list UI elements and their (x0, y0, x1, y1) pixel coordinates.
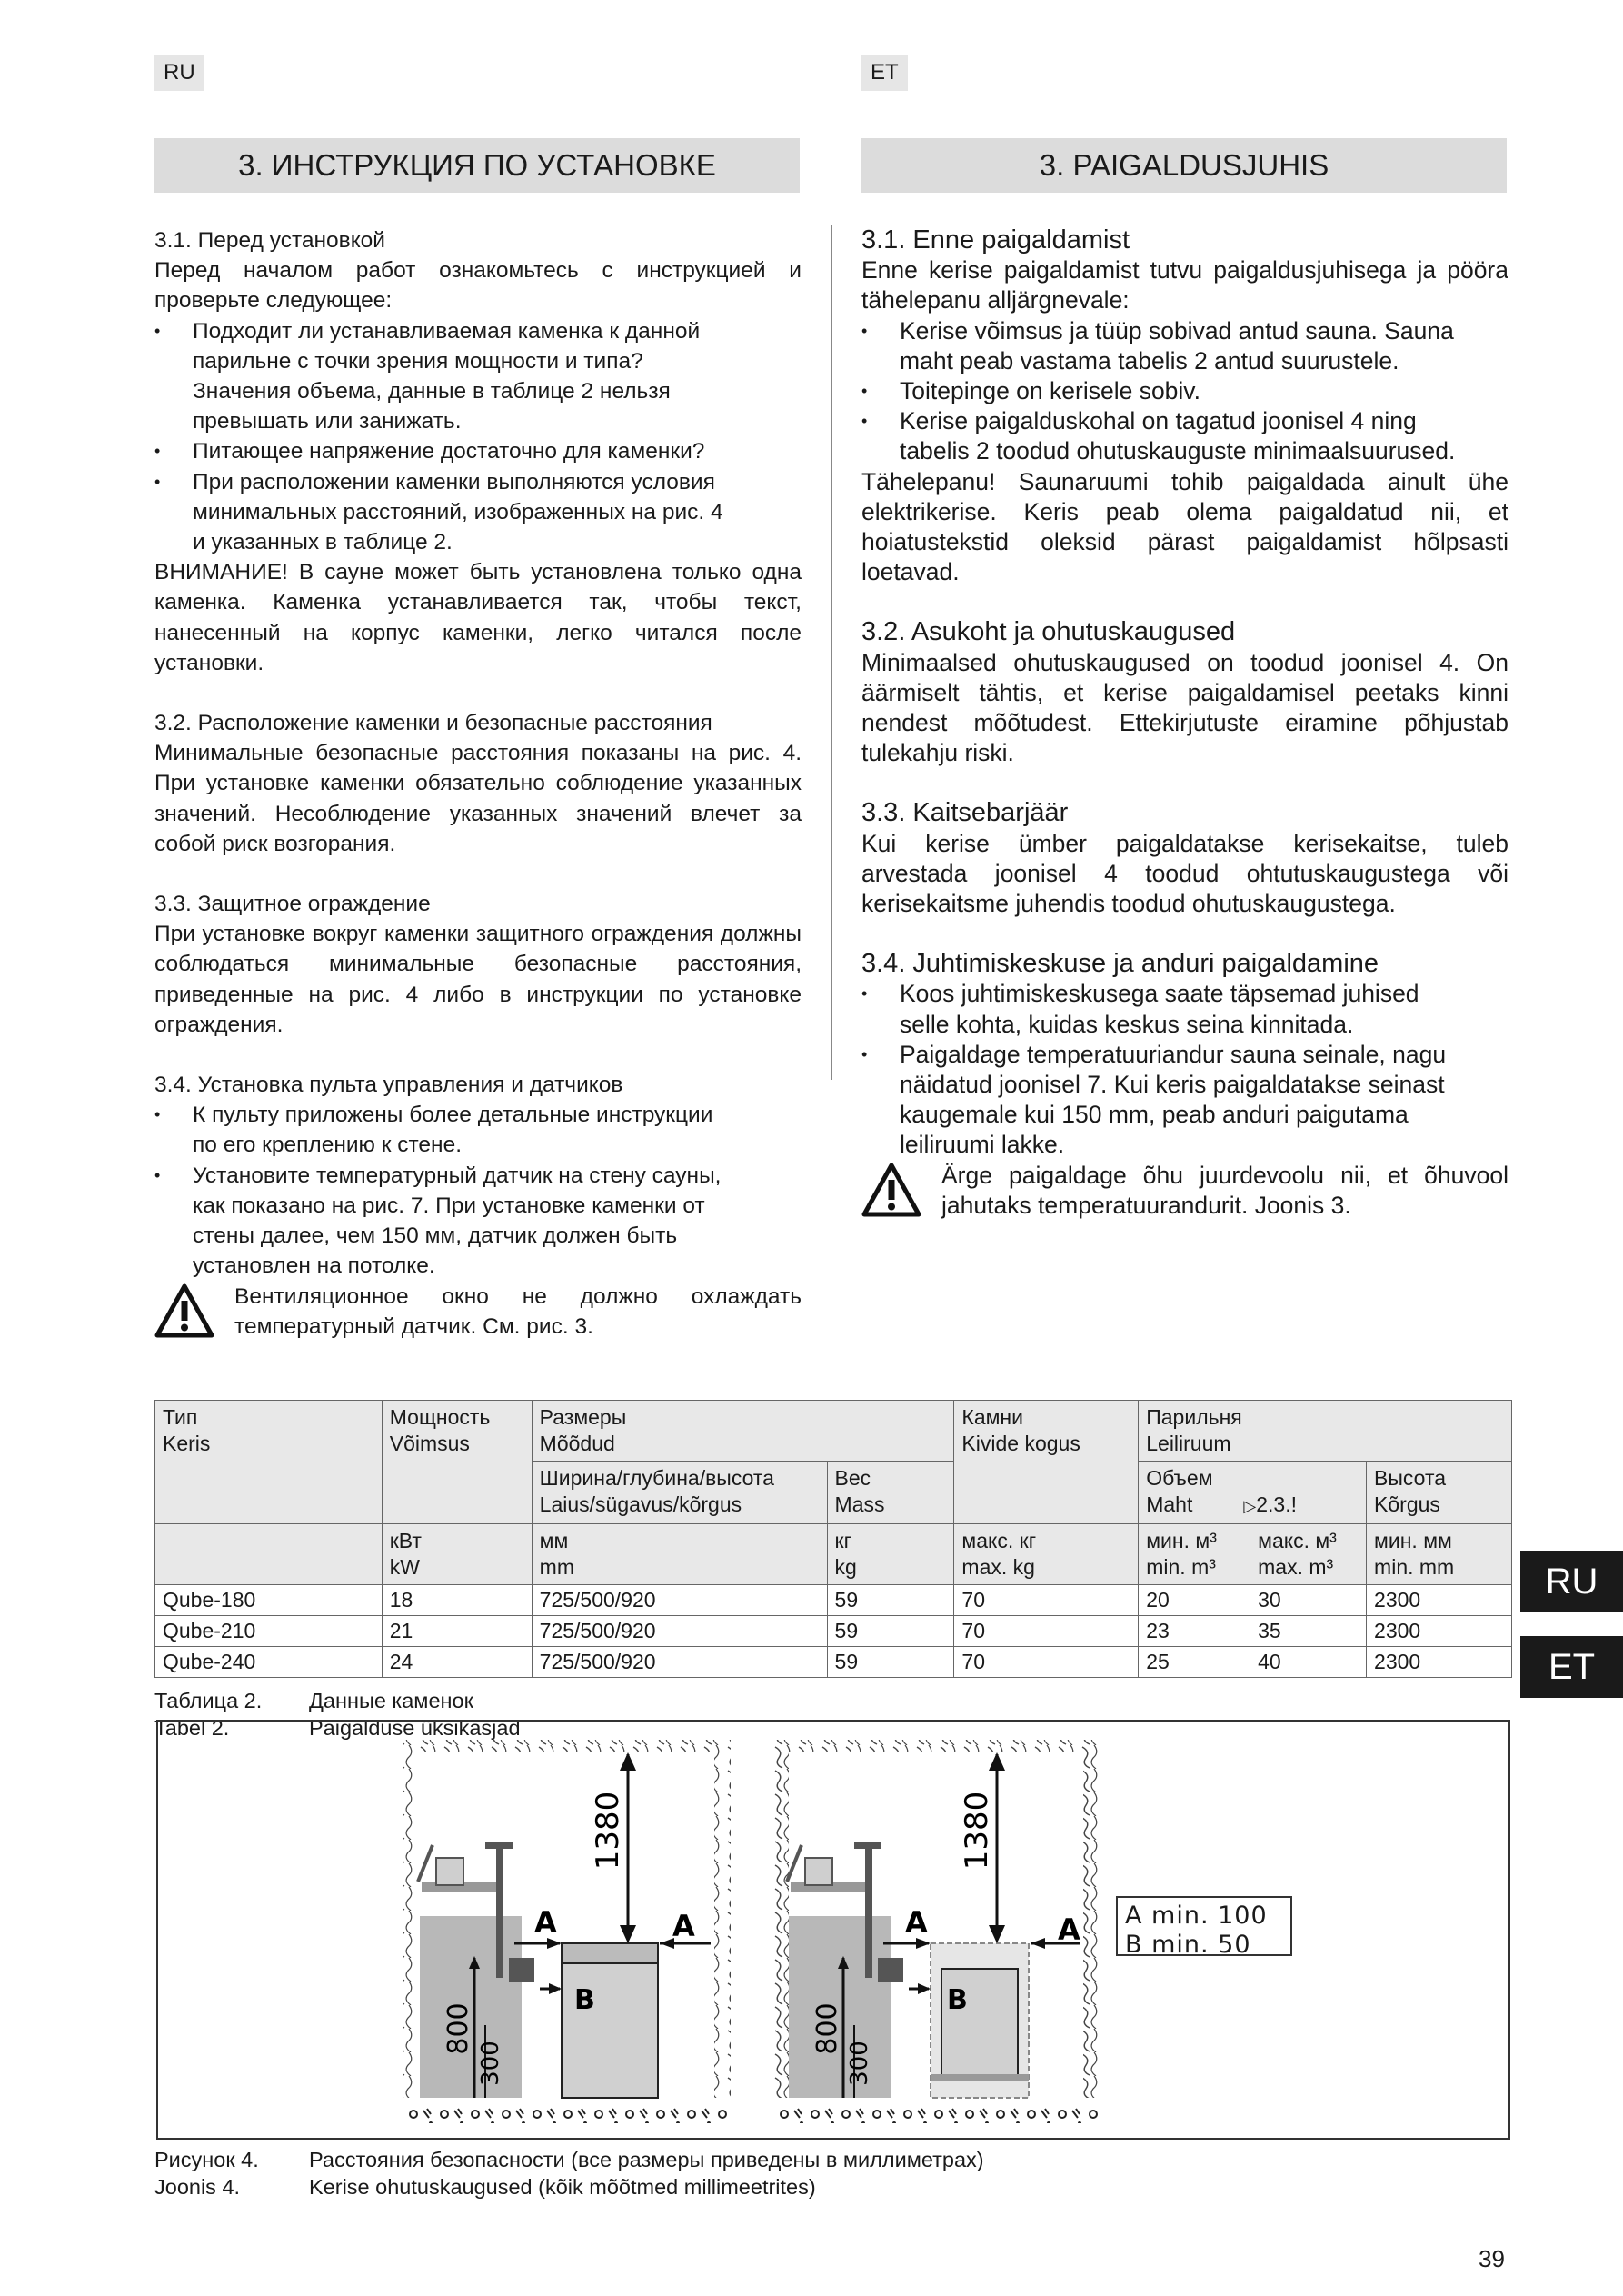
table-row: Qube-180 18 725/500/920 59 70 20 30 2300 (155, 1585, 1512, 1616)
heading-3-2-ru: 3.2. Расположение каменки и безопасные расстояния (154, 711, 712, 736)
table-row: Qube-210 21 725/500/920 59 70 23 35 2300 (155, 1616, 1512, 1647)
dim-800-label: 800 (812, 2002, 843, 2055)
warning-text-et: Ärge paigaldage õhu juurdevoolu nii, et õhuvool jahutaks temperatuurandurit. Joonis 3. (941, 1161, 1508, 1219)
text-3-2-ru: Минимальные безопасные расстояния показаны на рис. 4. При установке каменки обязательно соблюдение указанных значений. Несоблюдение указанных значений влечет за собой риск возгорания. (154, 741, 802, 856)
intro-3-1-ru: Перед началом работ ознакомьтесь с инструкцией и проверьте следующее: (154, 258, 802, 314)
warning-icon (154, 1283, 214, 1338)
heading-3-3-ru: 3.3. Защитное ограждение (154, 892, 431, 917)
table-header-row (155, 1401, 1512, 1462)
dim-a-label: A (672, 1909, 695, 1943)
figure-safety-distances (156, 1720, 1510, 2140)
header-sauna-room: Парильня Leiliruum (1139, 1401, 1512, 1462)
heading-3-4-ru: 3.4. Установка пульта управления и датчиков (154, 1073, 623, 1098)
diagram-variant-2 (772, 1740, 1100, 2123)
lang-tag-ru: RU (154, 55, 204, 91)
header-height: Высота Kõrgus (1367, 1462, 1512, 1524)
list-item: • К пульту приложены более детальные инструкции по его креплению к стене. (154, 1100, 738, 1160)
table-row: Qube-240 24 725/500/920 59 70 25 40 2300 (155, 1647, 1512, 1678)
section-3-4-et (861, 949, 1508, 1221)
list-item: • При расположении каменки выполняются условия минимальных расстояний, изображенных на рис. 4 и указанных в таблице 2. (154, 467, 738, 558)
header-type: Тип Keris (155, 1401, 383, 1524)
list-item: • Paigaldage temperatuuriandur sauna seinale, nagu näidatud joonisel 7. Kui keris paigaldatakse seinast kaugemale kui 150 mm, peab anduri paigutama leiliruumi lakke. (861, 1040, 1463, 1161)
bullet-list-3-4-et (861, 979, 1508, 1160)
section-3-1-ru (154, 225, 802, 678)
heading-3-1-et: 3.1. Enne paigaldamist (861, 225, 1130, 255)
dim-b-label: B (947, 1984, 968, 2016)
warning-et (861, 1161, 1508, 1221)
list-item: • Kerise võimsus ja tüüp sobivad antud sauna. Sauna maht peab vastama tabelis 2 antud suurustele. (861, 316, 1463, 376)
list-item: • Установите температурный датчик на стену сауны, как показано на рис. 7. При установке каменки от стены далее, чем 150 мм, датчик должен быть установлен на потолке. (154, 1161, 738, 1282)
heading-3-3-et: 3.3. Kaitsebarjäär (861, 798, 1069, 828)
warning-icon (861, 1163, 921, 1217)
header-weight: Вес Mass (827, 1462, 954, 1524)
list-item: • Koos juhtimiskeskusega saate täpsemad juhised selle kohta, kuidas keskus seina kinnitada. (861, 979, 1463, 1039)
unit-dims: мм mm (532, 1524, 827, 1585)
list-item: • Подходит ли устанавливаемая каменка к данной парильне с точки зрения мощности и типа? Значения объема, данные в таблице 2 нельзя превышать или занижать. (154, 316, 738, 437)
unit-volume-max: макс. м³ max. m³ (1250, 1524, 1367, 1585)
dim-height-label: 1380 (590, 1791, 626, 1871)
column-et (861, 225, 1508, 1251)
section-3-1-et (861, 225, 1508, 587)
side-tab-ru: RU (1520, 1551, 1623, 1612)
side-tab-et: ET (1520, 1636, 1623, 1698)
column-ru (154, 225, 802, 1372)
heading-3-4-et: 3.4. Juhtimiskeskuse ja anduri paigaldamine (861, 949, 1379, 979)
dim-800-label: 800 (443, 2002, 474, 2055)
diagram-variant-1 (403, 1740, 731, 2123)
table-caption: Таблица 2. Данные каменок Tabel 2. Paigalduse üksikasjad (154, 1689, 521, 1740)
triangle-ref-icon: ▷ (1243, 1497, 1257, 1515)
legend-b: B min. 50 (1125, 1931, 1251, 1959)
list-item: • Питающее напряжение достаточно для каменки? (154, 436, 738, 466)
text-3-3-ru: При установке вокруг каменки защитного ограждения должны соблюдаться минимальные безопасные расстояния, приведенные на рис. 4 либо в инструкции по установке ограждения. (154, 922, 802, 1037)
dim-a-label: A (1058, 1912, 1080, 1947)
header-volume: Объем Maht ▷2.3.! (1139, 1462, 1367, 1524)
dim-a-label: A (534, 1905, 557, 1940)
header-power: Мощность Võimsus (382, 1401, 532, 1524)
heading-3-2-et: 3.2. Asukoht ja ohutuskaugused (861, 617, 1236, 647)
bullet-list-3-4-ru (154, 1100, 802, 1281)
dim-a-label: A (905, 1905, 928, 1940)
section-3-2-et (861, 617, 1508, 768)
text-3-2-et: Minimaalsed ohutuskaugused on toodud joonisel 4. On äärmiselt tähtis, et kerise paigaldamisel peetaks kinni nendest mõõtudest. Ettekirjutuste eiramine põhjustab tulekahju riski. (861, 648, 1508, 767)
header-wdh: Ширина/глубина/высота Laius/sügavus/kõrgus (532, 1462, 827, 1524)
section-title-ru: 3. ИНСТРУКЦИЯ ПО УСТАНОВКЕ (154, 138, 800, 193)
legend-a: A min. 100 (1125, 1902, 1268, 1930)
note-3-1-et: Tähelepanu! Saunaruumi tohib paigaldada ainult ühe elektrikerise. Keris peab olema paigaldatud nii, et hoiatustekstid oleksid pärast paigaldamist hõlpsasti loetavad. (861, 467, 1508, 586)
note-3-1-ru: ВНИМАНИЕ! В сауне может быть установлена только одна каменка. Каменка устанавливается так, чтобы текст, нанесенный на корпус каменки, легко читался после установки. (154, 560, 802, 675)
section-3-4-ru (154, 1070, 802, 1342)
list-item: • Toitepinge on kerisele sobiv. (861, 376, 1463, 406)
page-number: 39 (1479, 2245, 1505, 2272)
unit-volume-min: мин. м³ min. m³ (1139, 1524, 1250, 1585)
unit-weight: кг kg (827, 1524, 954, 1585)
table-units-row (155, 1524, 1512, 1585)
text-3-3-et: Kui kerise ümber paigaldatakse kerisekaitse, tuleb arvestada joonisel 4 toodud ohtutuskaugustega või kerisekaitsme juhendis toodud ohutuskaugustega. (861, 829, 1508, 918)
bullet-list-3-1-et (861, 316, 1508, 467)
unit-power: кВт kW (382, 1524, 532, 1585)
dim-b-label: B (574, 1984, 595, 2016)
dim-300-label: 300 (477, 2041, 504, 2086)
column-divider (831, 225, 832, 1080)
unit-height-min: мин. мм min. mm (1367, 1524, 1512, 1585)
dim-300-label: 300 (846, 2041, 873, 2086)
heater-spec-table (154, 1400, 1512, 1678)
unit-stones: макс. кг max. kg (954, 1524, 1139, 1585)
header-dimensions: Размеры Mõõdud (532, 1401, 954, 1462)
section-3-3-et (861, 798, 1508, 919)
warning-text-ru: Вентиляционное окно не должно охлаждать температурный датчик. См. рис. 3. (234, 1283, 802, 1339)
section-3-3-ru (154, 889, 802, 1040)
figure-caption: Рисунок 4. Расстояния безопасности (все размеры приведены в миллиметрах) Joonis 4. Kerise ohutuskaugused (kõik mõõtmed millimeetrites) (154, 2148, 984, 2199)
safety-distance-diagram (158, 1722, 1508, 2138)
bullet-list-3-1-ru (154, 316, 802, 558)
intro-3-1-et: Enne kerise paigaldamist tutvu paigaldusjuhisega ja pööra tähelepanu alljärgnevale: (861, 256, 1508, 314)
section-3-2-ru (154, 708, 802, 859)
lang-tag-et: ET (861, 55, 908, 91)
heading-3-1-ru: 3.1. Перед установкой (154, 228, 385, 253)
section-title-et: 3. PAIGALDUSJUHIS (861, 138, 1507, 193)
distance-legend (1116, 1896, 1292, 1959)
header-stones: Камни Kivide kogus (954, 1401, 1139, 1524)
list-item: • Kerise paigalduskohal on tagatud joonisel 4 ning tabelis 2 toodud ohutuskauguste minimaalsuurused. (861, 406, 1463, 466)
dim-height-label: 1380 (959, 1791, 995, 1871)
warning-ru (154, 1282, 802, 1342)
